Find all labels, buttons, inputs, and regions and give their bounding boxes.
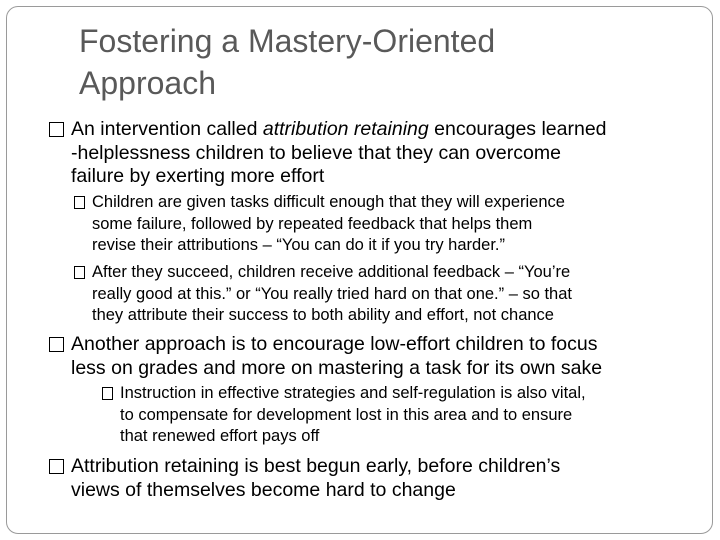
bullet-line: Another approach is to encourage low-effort children to focus bbox=[71, 333, 598, 355]
bullet-line: Attribution retaining is best begun early, before children’s bbox=[71, 455, 561, 477]
bullet-line: that renewed effort pays off bbox=[120, 427, 320, 445]
bullet-line: Instruction in effective strategies and self-regulation is also vital, bbox=[120, 384, 586, 402]
title-line-1: Fostering a Mastery-Oriented bbox=[79, 23, 496, 59]
bullet-line bbox=[71, 118, 701, 142]
bullet-line: really good at this.” or “You really tried hard on that one.” – so that bbox=[92, 284, 572, 303]
bullet-line: views of themselves become hard to change bbox=[71, 478, 456, 501]
bullet-line: less on grades and more on mastering a task for its own sake bbox=[71, 356, 603, 379]
bullet-text: encourages learned bbox=[428, 118, 607, 140]
checkbox-bullet-icon bbox=[74, 196, 85, 209]
bullet-level2-children-tasks bbox=[92, 192, 702, 257]
title-line-2: Approach bbox=[79, 65, 216, 101]
bullet-level2-instruction bbox=[120, 383, 700, 448]
bullet-line: some failure, followed by repeated feedback that helps them bbox=[92, 214, 533, 233]
bullet-line: failure by exerting more effort bbox=[71, 165, 325, 187]
bullet-level1-attribution-early bbox=[71, 455, 701, 502]
bullet-level1-intervention bbox=[71, 118, 701, 189]
bullet-line: Children are given tasks difficult enough that they will experience bbox=[92, 193, 565, 211]
checkbox-bullet-icon bbox=[102, 387, 113, 400]
bullet-text: An intervention called bbox=[71, 118, 263, 140]
checkbox-bullet-icon bbox=[74, 266, 85, 279]
slide-title bbox=[79, 20, 679, 104]
bullet-line: they attribute their success to both ability and effort, not chance bbox=[92, 306, 554, 324]
checkbox-bullet-icon bbox=[49, 337, 64, 352]
bullet-emphasis: attribution retaining bbox=[262, 118, 429, 140]
bullet-level1-another-approach bbox=[71, 333, 701, 380]
checkbox-bullet-icon bbox=[49, 459, 64, 474]
bullet-line: -helplessness children to believe that they can overcome bbox=[71, 141, 561, 164]
bullet-line: to compensate for development lost in this area and to ensure bbox=[120, 405, 573, 424]
bullet-line: After they succeed, children receive additional feedback – “You’re bbox=[92, 263, 571, 281]
bullet-level2-after-succeed bbox=[92, 262, 702, 327]
bullet-line: revise their attributions – “You can do it if you try harder.” bbox=[92, 236, 506, 254]
checkbox-bullet-icon bbox=[49, 122, 64, 137]
